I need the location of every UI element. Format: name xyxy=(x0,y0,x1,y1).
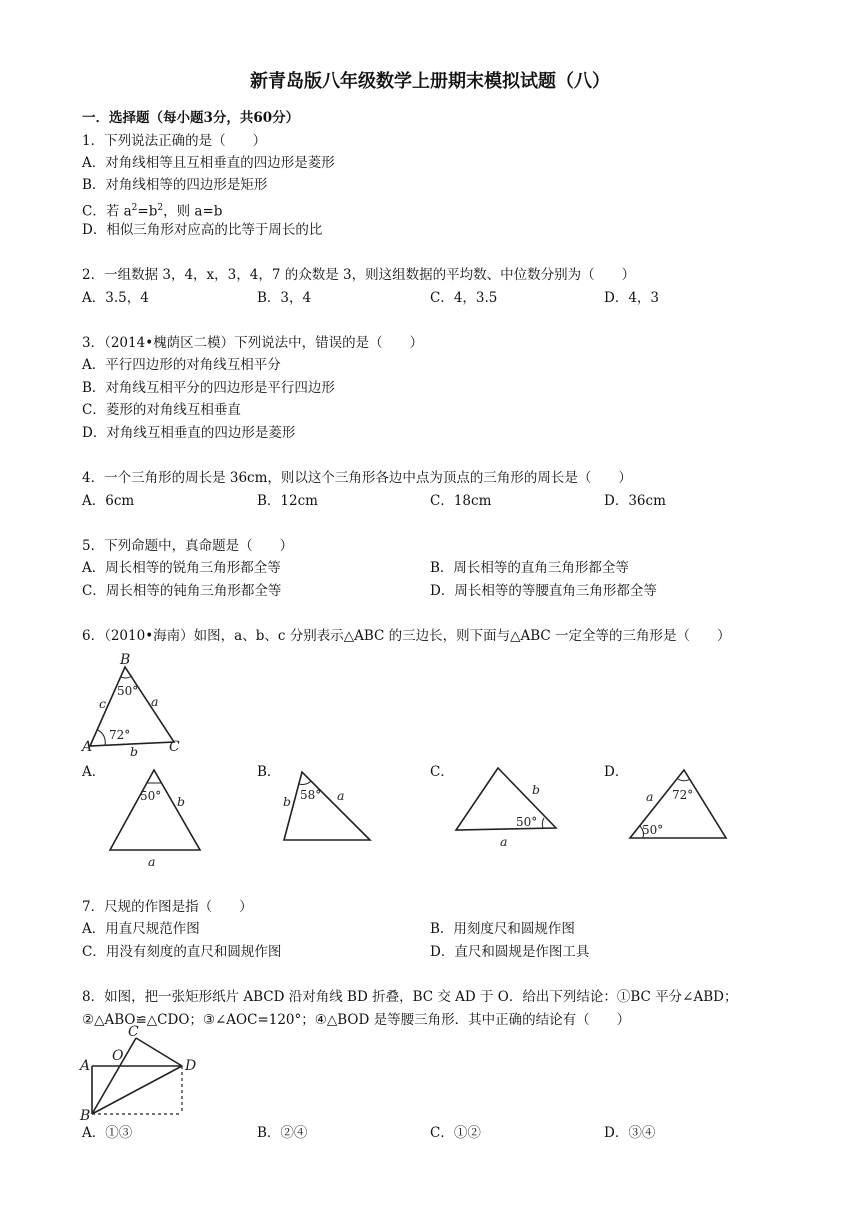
label-o: O xyxy=(112,1048,124,1064)
q5-stem: 5．下列命题中，真命题是（ ） xyxy=(82,538,294,554)
q4-option-a: A．6cm xyxy=(82,493,135,509)
q7-option-c: C．用没有刻度的直尺和圆规作图 xyxy=(82,944,282,960)
label-side-a: a xyxy=(151,694,159,709)
label-vertex-a: A xyxy=(82,739,93,755)
label-a: A xyxy=(80,1058,91,1074)
q8-stem-line2: ②△ABO≌△CDO；③∠AOC=120°；④△BOD 是等腰三角形．其中正确的结论有（ ） xyxy=(82,1012,631,1028)
q4-option-c: C．18cm xyxy=(430,493,492,509)
triangle-option-a xyxy=(110,770,200,850)
option-b-angle-label: 58° xyxy=(300,788,322,802)
label-d: D xyxy=(185,1058,197,1074)
q1-c-pre: C．若 a xyxy=(82,203,132,220)
label-vertex-b: B xyxy=(120,652,131,668)
q6-option-a-figure xyxy=(104,766,214,868)
q7-option-b: B．用刻度尺和圆规作图 xyxy=(430,921,575,937)
q1-option-d: D．相似三角形对应高的比等于周长的比 xyxy=(82,222,323,238)
q1-c-sup2: 2 xyxy=(157,203,164,213)
q8-stem-line1: 8．如图，把一张矩形纸片 ABCD 沿对角线 BD 折叠，BC 交 AD 于 O．给出下列结论：①BC 平分∠ABD； xyxy=(82,989,738,1005)
q1-option-a: A．对角线相等且互相垂直的四边形是菱形 xyxy=(82,155,335,171)
q6-triangle-abc-figure xyxy=(78,650,188,760)
label-vertex-c: C xyxy=(169,739,180,755)
q4-option-d: D．36cm xyxy=(604,493,666,509)
q5-option-d: D．周长相等的等腰直角三角形都全等 xyxy=(430,583,657,599)
q8-option-c: C．①② xyxy=(430,1125,481,1141)
q6-option-c: C． xyxy=(430,764,454,780)
q6-option-a: A． xyxy=(82,764,106,780)
section-heading: 一．选择题（每小题3分，共60分） xyxy=(82,110,300,126)
option-b-side-b-label: b xyxy=(283,794,292,809)
option-a-side-a-label: a xyxy=(148,854,156,869)
page-title: 新青岛版八年级数学上册期末模拟试题（八） xyxy=(250,71,610,92)
q1-stem: 1．下列说法正确的是（ ） xyxy=(82,133,267,149)
q1-c-post: ，则 a=b xyxy=(163,203,223,220)
q5-option-c: C．周长相等的钝角三角形都全等 xyxy=(82,583,282,599)
angle-arc-option-d-top xyxy=(678,779,690,781)
option-a-side-b-label: b xyxy=(177,794,186,809)
q6-option-d-figure xyxy=(626,768,730,842)
triangle-option-c xyxy=(456,768,556,830)
q2-option-c: C．4，3.5 xyxy=(430,290,498,306)
q3-option-d: D．对角线互相垂直的四边形是菱形 xyxy=(82,425,296,441)
option-a-angle-label: 50° xyxy=(140,789,162,803)
option-d-angle-50-label: 50° xyxy=(642,823,664,837)
q6-option-b-figure xyxy=(278,768,378,848)
q1-c-mid: =b xyxy=(137,203,158,220)
q4-option-b: B．12cm xyxy=(257,493,318,509)
q3-stem: 3．（2014•槐荫区二模）下列说法中，错误的是（ ） xyxy=(82,335,424,351)
label-angle-b: 50° xyxy=(117,684,139,698)
q2-option-b: B．3，4 xyxy=(257,290,312,306)
q6-option-d: D． xyxy=(604,764,629,780)
angle-arc-a xyxy=(98,730,105,745)
q3-option-a: A．平行四边形的对角线互相平分 xyxy=(82,357,281,373)
option-c-angle-label: 50° xyxy=(516,815,538,829)
option-b-side-a-label: a xyxy=(337,788,345,803)
triangle-option-b xyxy=(284,772,370,840)
option-d-angle-72-label: 72° xyxy=(672,788,694,802)
q6-stem: 6．（2010•海南）如图，a、b、c 分别表示△ABC 的三边长，则下面与△ABC 一定全等的三角形是（ ） xyxy=(82,628,731,644)
q1-option-b: B．对角线相等的四边形是矩形 xyxy=(82,177,268,193)
angle-arc-option-c xyxy=(542,818,544,828)
label-angle-a: 72° xyxy=(109,728,131,742)
q2-stem: 2．一组数据 3，4，x，3，4，7 的众数是 3，则这组数据的平均数、中位数分别为（ ） xyxy=(82,267,636,283)
q8-option-b: B．②④ xyxy=(257,1125,308,1141)
q4-stem: 4．一个三角形的周长是 36cm，则以这个三角形各边中点为顶点的三角形的周长是（ ） xyxy=(82,470,632,486)
q8-option-a: A．①③ xyxy=(82,1125,133,1141)
q7-option-d: D．直尺和圆规是作图工具 xyxy=(430,944,590,960)
q6-option-b: B． xyxy=(257,764,281,780)
label-side-b: b xyxy=(130,744,139,759)
option-c-side-a-label: a xyxy=(500,834,508,849)
q3-option-c: C．菱形的对角线互相垂直 xyxy=(82,402,241,418)
q1-c-sup1: 2 xyxy=(131,203,138,213)
q2-option-d: D．4，3 xyxy=(604,290,660,306)
label-b: B xyxy=(80,1108,91,1124)
q1-option-c xyxy=(82,198,222,222)
q3-option-b: B．对角线互相平分的四边形是平行四边形 xyxy=(82,380,335,396)
option-c-side-b-label: b xyxy=(532,782,541,797)
line-cd xyxy=(136,1038,182,1066)
q8-option-d: D．③④ xyxy=(604,1125,656,1141)
q6-option-c-figure xyxy=(452,766,564,850)
q5-option-b: B．周长相等的直角三角形都全等 xyxy=(430,560,629,576)
q2-option-a: A．3.5，4 xyxy=(82,290,149,306)
angle-arc-option-b xyxy=(299,781,311,785)
q8-fold-figure xyxy=(78,1024,198,1124)
q5-option-a: A．周长相等的锐角三角形都全等 xyxy=(82,560,281,576)
option-d-side-a-label: a xyxy=(646,789,654,804)
q7-stem: 7．尺规的作图是指（ ） xyxy=(82,899,253,915)
label-side-c: c xyxy=(99,696,107,711)
label-c: C xyxy=(128,1024,139,1040)
q7-option-a: A．用直尺规范作图 xyxy=(82,921,200,937)
